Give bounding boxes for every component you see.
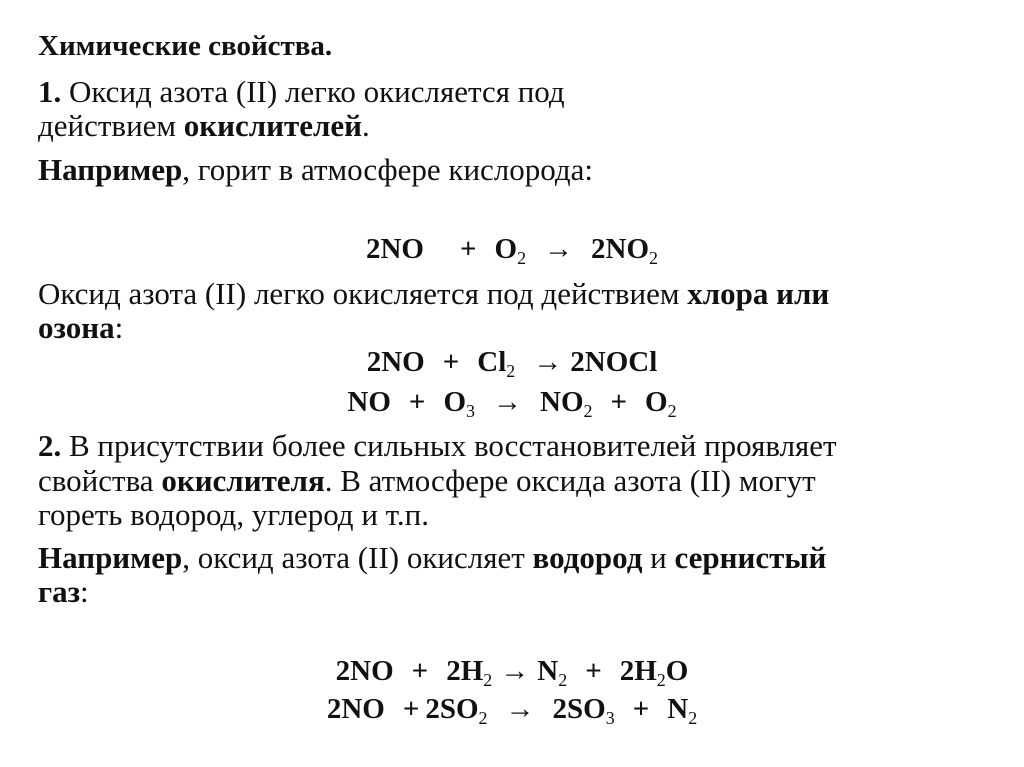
paragraph-2-text: Оксид азота (II) легко окисляется под действием — [38, 276, 688, 311]
eq2-arrow: → — [533, 346, 563, 378]
paragraph-1-text: Оксид азота (II) легко окисляется под — [61, 74, 565, 109]
keyword-ozone: озона — [38, 310, 115, 345]
paragraph-3-line-2 — [38, 463, 816, 499]
example-2-text: , оксид азота (II) окисляет — [182, 540, 533, 575]
example-2-colon: : — [80, 574, 89, 609]
eq2-reactant-1: 2NO — [366, 346, 425, 378]
paragraph-1-period: . — [362, 108, 370, 143]
equation-no-hydrogen — [0, 654, 1024, 688]
equation-no-chlorine — [0, 345, 1024, 379]
example-2-line-1 — [38, 540, 826, 576]
paragraph-3-text-3: . В атмосфере оксида азота (II) могут — [324, 463, 816, 498]
eq1-reactant-1: 2NO — [365, 233, 424, 265]
section-title: Химические свойства. — [38, 30, 333, 62]
paragraph-3-text: В присутствии более сильных восстановителей проявляет — [61, 428, 837, 463]
keyword-gas: газ — [38, 574, 81, 609]
paragraph-3-text-2: свойства — [38, 463, 162, 498]
eq3-reactant-2: $O_3$ — [443, 386, 475, 421]
eq2-plus: + — [442, 346, 460, 378]
eq4-reactant-2: $2H_2$ — [446, 655, 493, 690]
eq4-plus-1: + — [411, 655, 429, 687]
eq5-arrow: → — [505, 693, 535, 725]
example-1 — [38, 152, 593, 188]
example-1-text: , горит в атмосфере кислорода: — [182, 152, 594, 187]
paragraph-1-line-1 — [38, 74, 565, 110]
example-2-and: и — [642, 540, 675, 575]
eq3-reactant-1: NO — [347, 386, 391, 418]
example-1-label: Например — [38, 152, 183, 187]
keyword-oxidizers: окислителей — [183, 108, 363, 143]
eq5-reactant-1: 2NO — [326, 693, 385, 725]
eq5-product-1: $2SO_3$ — [552, 693, 615, 728]
paragraph-3-number: 2. — [38, 428, 62, 463]
equation-no-sulfur-dioxide — [0, 692, 1024, 726]
eq4-product-1: $N_2$ — [537, 655, 568, 690]
paragraph-2-line-1 — [38, 276, 829, 312]
example-2-line-2 — [38, 574, 89, 610]
eq1-plus: + — [459, 233, 477, 265]
eq5-reactant-2: $2SO_2$ — [425, 693, 488, 728]
eq3-product-2: $O_2$ — [645, 386, 677, 421]
eq3-plus-1: + — [408, 386, 426, 418]
eq1-reactant-2: $O_2$ — [494, 233, 527, 268]
eq4-arrow: → — [500, 655, 530, 687]
eq3-product-1: $NO_2$ — [540, 386, 593, 421]
paragraph-3-line-3: гореть водород, углерод и т.п. — [38, 497, 429, 532]
paragraph-2-colon: : — [114, 310, 124, 345]
keyword-sulfurous: сернистый — [674, 540, 827, 575]
paragraph-3-line-1 — [38, 428, 837, 464]
keyword-hydrogen: водород — [532, 540, 643, 575]
eq3-plus-2: + — [610, 386, 628, 418]
eq1-arrow: → — [544, 233, 574, 265]
eq5-plus-2: + — [632, 693, 650, 725]
eq2-reactant-2: $Cl_2$ — [477, 346, 516, 381]
paragraph-1-text-2: действием — [38, 108, 184, 143]
keyword-oxidizer: окислителя — [161, 463, 325, 498]
keyword-chlorine-or: хлора или — [687, 276, 830, 311]
eq4-plus-2: + — [585, 655, 602, 687]
equation-no-oxygen — [0, 232, 1024, 266]
paragraph-1-line-2 — [38, 108, 370, 144]
eq4-product-2: $2H_2O$ — [619, 655, 689, 690]
example-2-label: Например — [38, 540, 183, 575]
eq5-plus-1: + — [402, 693, 420, 725]
paragraph-1-number: 1. — [38, 74, 62, 109]
eq1-product: $2NO_2$ — [591, 233, 659, 268]
eq4-reactant-1: 2NO — [335, 655, 394, 687]
eq3-arrow: → — [493, 386, 522, 418]
eq5-product-2: $N_2$ — [667, 693, 698, 728]
equation-no-ozone — [0, 385, 1024, 419]
paragraph-2-line-2 — [38, 310, 123, 346]
eq2-product: 2NOCl — [570, 346, 658, 378]
